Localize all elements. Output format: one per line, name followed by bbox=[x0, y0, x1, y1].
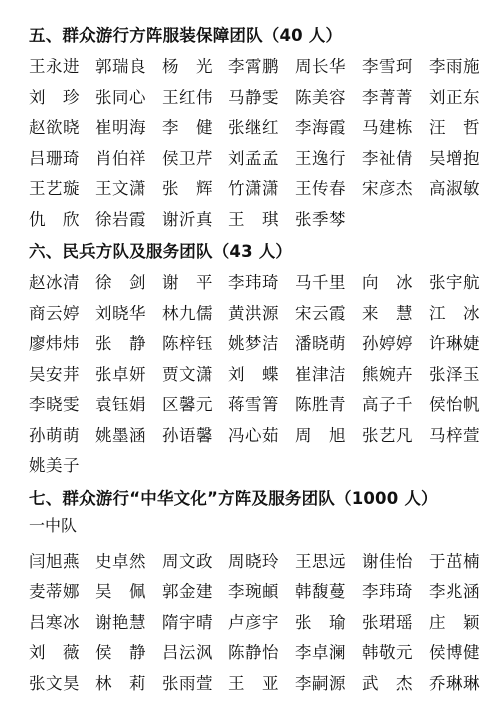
member-name: 向 冰 bbox=[362, 273, 413, 292]
member-name: 刘正东 bbox=[429, 87, 480, 107]
member-name: 刘晓华 bbox=[95, 303, 146, 323]
member-name: 袁钰娟 bbox=[95, 395, 146, 414]
member-name: 高子千 bbox=[362, 395, 413, 414]
member-name: 张艺凡 bbox=[362, 425, 413, 445]
name-row bbox=[29, 361, 499, 386]
member-name: 侯怡帆 bbox=[429, 395, 480, 414]
member-name: 王艺璇 bbox=[29, 179, 80, 198]
group-subheading: 一中队 bbox=[29, 515, 78, 535]
member-name: 李卓澜 bbox=[295, 643, 346, 662]
member-name: 张文昊 bbox=[29, 673, 80, 693]
name-row bbox=[29, 639, 499, 664]
member-name: 刘 蝶 bbox=[228, 364, 279, 384]
name-row bbox=[29, 84, 499, 109]
member-name: 卢彦宇 bbox=[228, 612, 279, 632]
member-name: 宋云霞 bbox=[295, 303, 346, 323]
member-name: 刘孟孟 bbox=[228, 148, 279, 168]
name-row bbox=[29, 206, 499, 231]
member-name: 侯卫芹 bbox=[162, 148, 213, 168]
member-name: 吴 佩 bbox=[95, 582, 146, 601]
member-name: 姚梦洁 bbox=[228, 334, 279, 353]
member-name: 王 亚 bbox=[228, 673, 279, 693]
member-name: 李玮琦 bbox=[228, 273, 279, 292]
member-name: 周长华 bbox=[295, 57, 346, 76]
member-name: 冯心茹 bbox=[228, 425, 279, 445]
name-row bbox=[29, 670, 499, 695]
member-name: 肖伯祥 bbox=[95, 148, 146, 168]
member-name: 熊婉卉 bbox=[362, 364, 413, 384]
member-name: 陈梓钰 bbox=[162, 334, 213, 353]
member-name: 史卓然 bbox=[95, 551, 146, 571]
member-name: 张季棽 bbox=[295, 209, 346, 229]
member-name: 张卓妍 bbox=[95, 364, 146, 384]
name-row bbox=[29, 548, 499, 573]
member-name: 蒋雪箐 bbox=[228, 395, 279, 414]
member-name: 郭金建 bbox=[162, 582, 213, 601]
member-name: 王思远 bbox=[295, 551, 346, 571]
member-name: 李玮琦 bbox=[362, 582, 413, 601]
member-name: 王永进 bbox=[29, 57, 80, 76]
member-name: 张同心 bbox=[95, 87, 146, 107]
member-name: 张宇航 bbox=[429, 273, 480, 292]
member-name: 廖炜炜 bbox=[29, 334, 80, 353]
member-name: 马梓萱 bbox=[429, 425, 480, 445]
member-name: 李嗣源 bbox=[295, 673, 346, 693]
member-name: 杨 光 bbox=[162, 57, 213, 76]
member-name: 武 杰 bbox=[362, 673, 413, 693]
name-row bbox=[29, 53, 499, 78]
member-name: 李 健 bbox=[162, 118, 213, 137]
member-name: 吕沄沨 bbox=[162, 643, 213, 662]
member-name: 陈胜青 bbox=[295, 395, 346, 414]
member-name: 李雨施 bbox=[429, 57, 480, 76]
member-name: 陈静怡 bbox=[228, 643, 279, 662]
member-name: 吕珊琦 bbox=[29, 148, 80, 168]
member-name: 徐 剑 bbox=[95, 273, 146, 292]
member-name: 竹潇潇 bbox=[228, 179, 279, 198]
member-name: 潘晓萌 bbox=[295, 334, 346, 353]
member-name: 李晓雯 bbox=[29, 395, 80, 414]
member-name: 李海霞 bbox=[295, 118, 346, 137]
member-name: 谢沂真 bbox=[162, 209, 213, 229]
name-row bbox=[29, 330, 499, 355]
member-name: 侯 静 bbox=[95, 643, 146, 662]
member-name: 李菁菁 bbox=[362, 87, 413, 107]
member-name: 赵欲晓 bbox=[29, 118, 80, 137]
member-name: 林九儒 bbox=[162, 303, 213, 323]
member-name: 崔明海 bbox=[95, 118, 146, 137]
member-name: 周文政 bbox=[162, 551, 213, 571]
member-name: 谢 平 bbox=[162, 273, 213, 292]
member-name: 吴安茾 bbox=[29, 364, 80, 384]
member-name: 贾文潇 bbox=[162, 364, 213, 384]
member-name: 马建栋 bbox=[362, 118, 413, 137]
member-name: 周晓玲 bbox=[228, 551, 279, 571]
member-name: 汪 哲 bbox=[429, 118, 480, 137]
member-name: 隋宇晴 bbox=[162, 612, 213, 632]
member-name: 庄 颖 bbox=[429, 612, 480, 632]
member-name: 张 瑜 bbox=[295, 612, 346, 632]
name-row bbox=[29, 114, 499, 139]
member-name: 王文潇 bbox=[95, 179, 146, 198]
member-name: 姚美子 bbox=[29, 456, 80, 475]
member-name: 商云婷 bbox=[29, 303, 80, 323]
member-name: 韩馥蔓 bbox=[295, 582, 346, 601]
member-name: 孙语馨 bbox=[162, 425, 213, 445]
member-name: 谢艳慧 bbox=[95, 612, 146, 632]
member-name: 张 辉 bbox=[162, 179, 213, 198]
member-name: 李霄鹏 bbox=[228, 57, 279, 76]
name-row bbox=[29, 452, 499, 477]
name-row bbox=[29, 300, 499, 325]
member-name: 王 琪 bbox=[228, 209, 279, 229]
name-row bbox=[29, 391, 499, 416]
member-name: 乔琳琳 bbox=[429, 673, 480, 693]
member-name: 刘 珍 bbox=[29, 87, 80, 107]
member-name: 吴增抱 bbox=[429, 148, 480, 168]
member-name: 李祉倩 bbox=[362, 148, 413, 168]
member-name: 谢佳怡 bbox=[362, 551, 413, 571]
member-name: 崔津洁 bbox=[295, 364, 346, 384]
section-heading: 五、群众游行方阵服装保障团队（40 人） bbox=[29, 26, 343, 45]
member-name: 赵冰清 bbox=[29, 273, 80, 292]
member-name: 江 冰 bbox=[429, 303, 480, 323]
member-name: 孙婷婷 bbox=[362, 334, 413, 353]
member-name: 许琳婕 bbox=[429, 334, 480, 353]
member-name: 区馨元 bbox=[162, 395, 213, 414]
member-name: 张泽玉 bbox=[429, 364, 480, 384]
member-name: 林 莉 bbox=[95, 673, 146, 693]
member-name: 孙萌萌 bbox=[29, 425, 80, 445]
member-name: 宋彦杰 bbox=[362, 179, 413, 198]
member-name: 闫旭燕 bbox=[29, 551, 80, 571]
member-name: 马静雯 bbox=[228, 87, 279, 107]
name-row bbox=[29, 578, 499, 603]
name-row bbox=[29, 175, 499, 200]
name-row bbox=[29, 609, 499, 634]
member-name: 王传春 bbox=[295, 179, 346, 198]
member-name: 仇 欣 bbox=[29, 209, 80, 229]
name-row bbox=[29, 422, 499, 447]
member-name: 李兆涵 bbox=[429, 582, 480, 601]
member-name: 张珺瑶 bbox=[362, 612, 413, 632]
member-name: 张继红 bbox=[228, 118, 279, 137]
member-name: 周 旭 bbox=[295, 425, 346, 445]
name-row bbox=[29, 145, 499, 170]
name-row bbox=[29, 269, 499, 294]
member-name: 于茁楠 bbox=[429, 551, 480, 571]
member-name: 李雪珂 bbox=[362, 57, 413, 76]
member-name: 徐岩霞 bbox=[95, 209, 146, 229]
section-heading: 七、群众游行“中华文化”方阵及服务团队（1000 人） bbox=[29, 488, 438, 508]
member-name: 陈美容 bbox=[295, 87, 346, 107]
member-name: 郭瑞良 bbox=[95, 57, 146, 76]
member-name: 姚墨涵 bbox=[95, 425, 146, 445]
member-name: 黄洪源 bbox=[228, 303, 279, 323]
member-name: 麦蒂娜 bbox=[29, 582, 80, 601]
member-name: 刘 薇 bbox=[29, 643, 80, 662]
member-name: 侯博健 bbox=[429, 643, 480, 662]
member-name: 来 慧 bbox=[362, 303, 413, 323]
member-name: 吕寒冰 bbox=[29, 612, 80, 632]
member-name: 王逸行 bbox=[295, 148, 346, 168]
member-name: 马千里 bbox=[295, 273, 346, 292]
member-name: 王红伟 bbox=[162, 87, 213, 107]
section-heading: 六、民兵方队及服务团队（43 人） bbox=[29, 242, 293, 261]
member-name: 张 静 bbox=[95, 334, 146, 353]
member-name: 高淑敏 bbox=[429, 179, 480, 198]
member-name: 韩敬元 bbox=[362, 643, 413, 662]
member-name: 张雨萱 bbox=[162, 673, 213, 693]
member-name: 李琬頔 bbox=[228, 582, 279, 601]
